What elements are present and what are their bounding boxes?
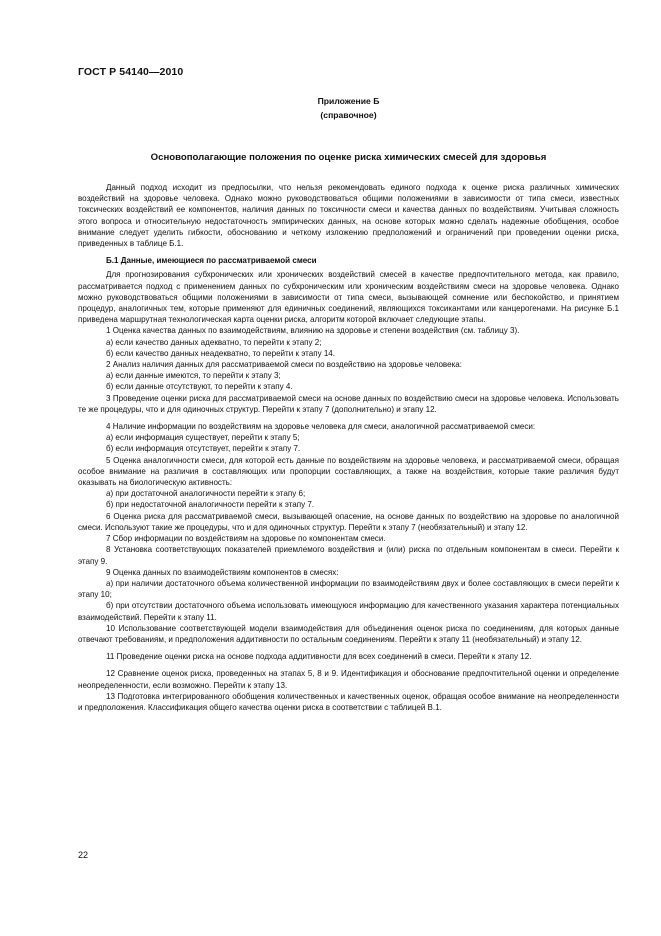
appendix-title: Приложение Б: [317, 96, 380, 106]
appendix-kind: (справочное): [320, 109, 377, 120]
step-item: 9 Оценка данных по взаимодействиям компонентов в смесях:: [106, 567, 339, 577]
step-option: б) если данные отсутствуют, то перейти к этапу 4.: [106, 382, 293, 392]
step-option: а) если качество данных адекватно, то перейти к этапу 2;: [106, 337, 322, 347]
document-body: [78, 182, 619, 713]
step-option: а) при достаточной аналогичности перейти к этапу 6;: [106, 489, 306, 499]
step-item: 2 Анализ наличия данных для рассматриваемой смеси по воздействию на здоровье человека:: [106, 360, 462, 370]
step-item: 4 Наличие информации по воздействиям на здоровье человека для смеси, аналогичной рассматриваемой смеси:: [106, 422, 536, 432]
step-option: б) если информация отсутствует, перейти к этапу 7.: [106, 444, 301, 454]
step-item: 7 Сбор информации по воздействиям на здоровье по компонентам смеси.: [106, 534, 386, 544]
intro-paragraph: Данный подход исходит из предпосылки, что нельзя рекомендовать единого подхода к оценке риска различных химических воздействий на здоровье человека. Однако можно руководствоваться общими положениями в зависимости от типа смеси, известных токсических воздействий ее компонентов, наличия данных по токсичности смеси и качества данных по воздействиям. Учитывая сложность этого вопроса и относительную недостаточность эмпирических данных, на основе которых можно сделать надежные обобщения, особое внимание следует уделить гибкости, обоснованию и четкому изложению предположений и ограничений при проведении оценки риска, приведенных в таблице Б.1.: [78, 183, 619, 249]
step-option: а) если информация существует, перейти к этапу 5;: [106, 433, 300, 443]
appendix-label: [78, 95, 619, 122]
section-heading: Б.1 Данные, имеющиеся по рассматриваемой смеси: [106, 256, 317, 266]
step-item: 6 Оценка риска для рассматриваемой смеси, вызывающей опасение, на основе данных по воздействию на здоровье по аналогичной смеси. Используют такие же процедуры, что и для одиночных структур. Перейти к этапу 7 (необязательный) и этапу 12.: [78, 511, 619, 532]
step-item: 12 Сравнение оценок риска, проведенных на этапах 5, 8 и 9. Идентификация и обоснование предпочтительной оценки и определение неопределенности, если возможно. Перейти к этапу 13.: [78, 669, 619, 690]
step-item: 10 Использование соответствующей модели взаимодействия для объединения оценок риска по соединениям, для которых данные отвечают требованиям, и предположения аддитивности по остальным соединениям. Перейти к этапу 11 (необязательный) и этапу 12.: [78, 623, 619, 644]
page-number: 22: [78, 850, 89, 860]
step-option: б) при недостаточной аналогичности перейти к этапу 7.: [106, 500, 315, 510]
step-item: 8 Установка соответствующих показателей приемлемого воздействия и (или) риска по отдельным компонентам в смеси. Перейти к этапу 9.: [78, 545, 619, 566]
step-item: 13 Подготовка интегрированного обобщения количественных и качественных оценок, обращая особое внимание на неопределенности и предположения. Классификация общего качества оценки риска в соответствии с таблицей В.1.: [78, 691, 619, 712]
step-option: а) если данные имеются, то перейти к этапу 3;: [106, 371, 281, 381]
step-option: б) при отсутствии достаточного объема использовать имеющуюся информацию для качественного указания характера потенциальных взаимодействий. Перейти к этапу 11.: [78, 601, 619, 622]
document-header: ГОСТ Р 54140—2010: [78, 66, 184, 78]
step-item: 11 Проведение оценки риска на основе подхода аддитивности для всех соединений в смеси. Перейти к этапу 12.: [106, 652, 532, 662]
step-option: б) если качество данных неадекватно, то перейти к этапу 14.: [106, 348, 336, 358]
paragraph: Для прогнозирования субхронических или хронических воздействий смесей в качестве предпочтительного метода, как правило, рассматривается подход с применением данных по субхроническим или хроническим воздействиям смеси на здоровье человека. Однако можно руководствоваться общими положениями в зависимости от типа смеси, вызывающей сомнение или беспокойство, и принятием процедур, аналогичных тем, которые применяют для единичных соединений, являющихся токсикантами или канцерогенами. На рисунке Б.1 приведена маршрутная технологическая карта оценки риска, алгоритм которой включает следующие этапы.: [78, 270, 619, 325]
step-item: 1 Оценка качества данных по взаимодействиям, влиянию на здоровье и степени воздействия (см. таблицу 3).: [106, 326, 520, 336]
step-option: а) при наличии достаточного объема количественной информации по взаимодействиям двух и более составляющих в смеси перейти к этапу 10;: [78, 578, 619, 600]
step-item: 3 Проведение оценки риска для рассматриваемой смеси на основе данных по воздействию смеси на здоровье человека. Использовать те же процедуры, что и для одиночных структур. Перейти к этапу 7 (дополнительно) и этапу 12.: [78, 393, 619, 414]
page-title: Основополагающие положения по оценке риска химических смесей для здоровья: [150, 152, 547, 163]
step-item: 5 Оценка аналогичности смеси, для которой есть данные по воздействиям на здоровье человека, и рассматриваемой смеси, обращая особое внимание на различия в составляющих или пропорции составляющих, а также на воздействия, которые такие различия будут оказывать на биологическую активность:: [78, 455, 619, 488]
